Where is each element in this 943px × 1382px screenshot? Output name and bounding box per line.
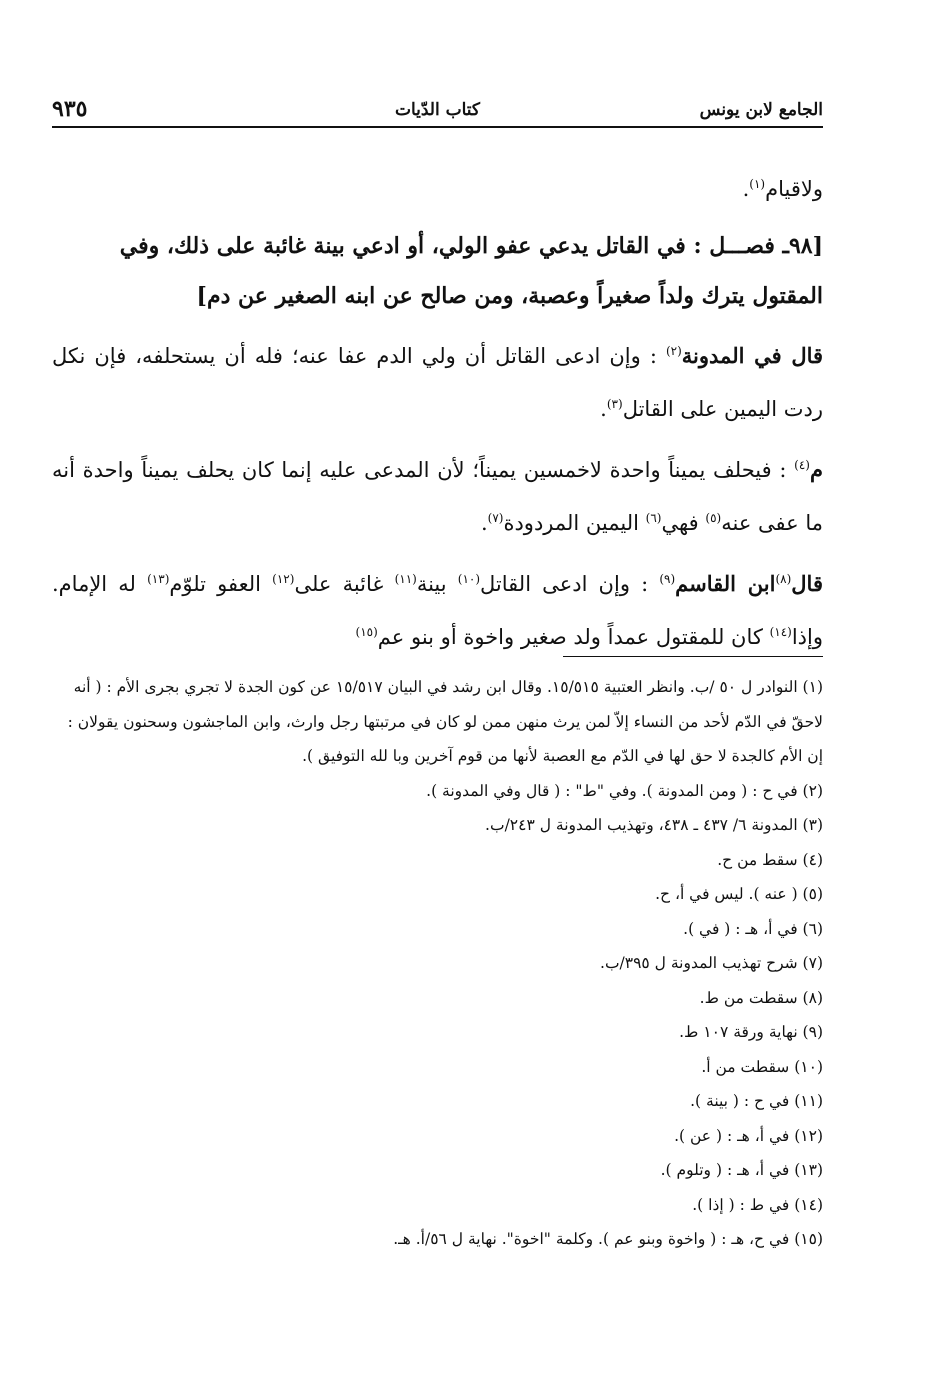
footnote: (١٢) في أ، هـ : ( عن ). bbox=[674, 1126, 823, 1145]
main-text bbox=[52, 160, 823, 669]
chapter-title: كتاب الدّيات bbox=[394, 100, 481, 120]
header-rule bbox=[52, 126, 823, 128]
footnote: (٤) سقط من ح. bbox=[717, 850, 823, 869]
paragraph-2: م$^{(٤)}$ : فيحلف يميناً واحدة لاخمسين يميناً؛ لأن المدعى عليه إنما كان يحلف يميناً واحدة أنه ما عفى عنه$^{(٥)}$ فهي$^{(٦)}$ اليمين المردودة$^{(٧)}$. bbox=[52, 457, 823, 535]
footnote: (٣) المدونة ٦/ ٤٣٧ ـ ٤٣٨، وتهذيب المدونة ل ٢٤٣/ب. bbox=[485, 816, 823, 834]
page-number: ٩٣٥ bbox=[52, 96, 88, 122]
footnote: (١١) في ح : ( بينة ). bbox=[690, 1092, 823, 1110]
footnotes bbox=[52, 670, 823, 1257]
footnote: (١٠) سقطت من أ. bbox=[701, 1057, 823, 1076]
footnote: (١٣) في أ، هـ : ( وتلوم ). bbox=[660, 1161, 823, 1179]
footnote: (٨) سقطت من ط. bbox=[699, 988, 823, 1007]
book-title: الجامع لابن يونس bbox=[699, 100, 823, 120]
footnote: (٥) ( عنه ). ليس في أ، ح. bbox=[655, 885, 823, 903]
footnote: (٩) نهاية ورقة ١٠٧ ط. bbox=[679, 1023, 823, 1041]
running-header bbox=[52, 96, 823, 126]
paragraph-1: قال في المدونة$^{(٢)}$ : وإن ادعى القاتل أن ولي الدم عفا عنه؛ فله أن يستحلفه، فإن نكل ردت اليمين على القاتل$^{(٣)}$. bbox=[52, 343, 824, 421]
footnote: (١٥) في ح، هـ : ( واخوة وبنو عم ). وكلمة "اخوة". نهاية ل ٥٦/أ. هـ. bbox=[393, 1230, 823, 1248]
footnote: (١٤) في ط : ( إذا ). bbox=[692, 1195, 823, 1214]
footnote: (٢) في ح : ( ومن المدونة ). وفي "ط" : ( قال وفي المدونة ). bbox=[426, 781, 823, 800]
footnote: (١) النوادر ل ٥٠ /ب. وانظر العتبية ١٥/٥١٥. وقال ابن رشد في البيان ١٥/٥١٧ عن كون الجدة لا تجري بجرى الأم : ( أنه لاحقّ في الدّم لأحد من النساء إلاّ لمن يرث منهن ممن لو كان في مرتبتها رجل وارث، وابن الماجشون وسحنون يقولان : إن الأم كالجدة لا حق لها في الدّم مع العصبة لأنها من قوم آخرين وبا لله التوفيق ). bbox=[67, 678, 823, 765]
footnote: (٧) شرح تهذيب المدونة ل ٣٩٥/ب. bbox=[600, 954, 823, 972]
paragraph-3: قال$^{(٨)}$ابن القاسم$^{(٩)}$ : وإن ادعى القاتل$^{(١٠)}$ بينة$^{(١١)}$ غائبة على$^{(١٢)}$ العفو تلوّم$^{(١٣)}$ له الإمام. وإذا$^{(١٤)}$ كان للمقتول عمداً ولد صغير واخوة أو بنو عم$^{(١٥)}$ bbox=[52, 571, 823, 649]
intro-line: ولاقيام$^{(١)}$. bbox=[742, 177, 823, 201]
section-heading: [٩٨ـ فصـــل : في القاتل يدعي عفو الولي، أو ادعي بينة غائبة على ذلك، وفي المقتول يترك ولداً صغيراً وعصبة، ومن صالح عن ابنه الصغير عن دم] bbox=[119, 233, 823, 309]
footnote: (٦) في أ، هـ : ( في ). bbox=[683, 919, 823, 938]
footnote-rule bbox=[563, 656, 823, 657]
